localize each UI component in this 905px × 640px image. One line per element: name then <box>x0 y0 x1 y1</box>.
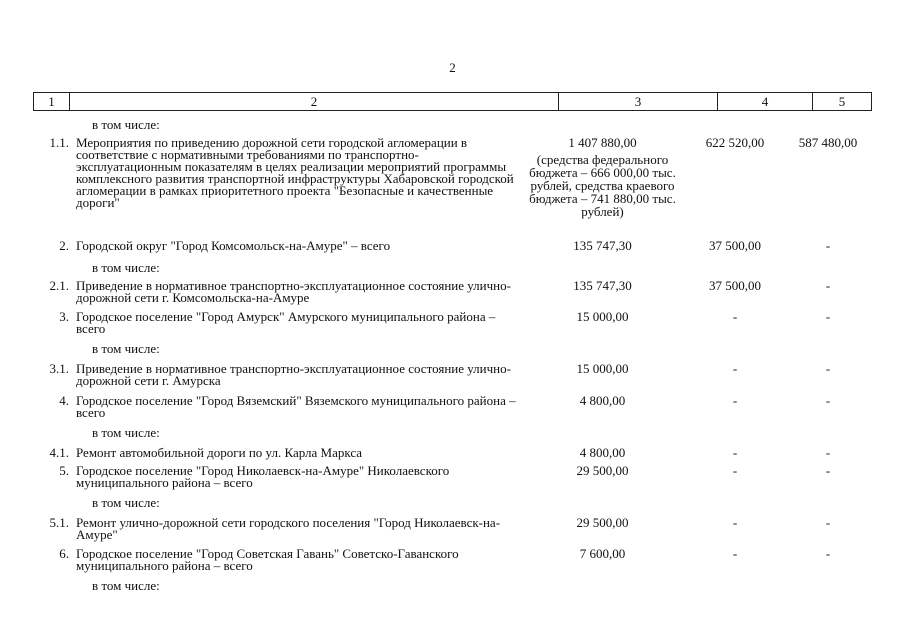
header-col-2: 2 <box>70 93 559 110</box>
row-value-total <box>520 447 685 459</box>
row-value-col5: - <box>825 278 831 293</box>
row-number: 1.1. <box>49 135 69 150</box>
row-value-col5: - <box>825 515 831 530</box>
row-value-col5: - <box>825 238 831 253</box>
row-value-total-amount: 15 000,00 <box>576 309 629 324</box>
row-value-col5: - <box>825 445 831 460</box>
row-value-col4: - <box>732 463 738 478</box>
row-value-total <box>520 363 685 375</box>
row-value-total-amount: 29 500,00 <box>576 515 629 530</box>
header-col-5: 5 <box>838 94 846 109</box>
row-value-total <box>520 548 685 560</box>
row-value-total-amount: 135 747,30 <box>573 278 632 293</box>
row-description: Городское поселение "Город Николаевск-на-Амуре" Николаевского муниципального района – всего <box>76 463 450 490</box>
table-header-row <box>33 92 872 111</box>
row-description: Городской округ "Город Комсомольск-на-Амуре" – всего <box>76 238 391 253</box>
row-description: Приведение в нормативное транспортно-эксплуатационное состояние улично-дорожной сети г. Амурска <box>76 361 511 388</box>
row-value-col4: 37 500,00 <box>709 278 761 293</box>
row-value-total <box>520 280 685 292</box>
row-value-total <box>520 465 685 477</box>
row-number: 2.1. <box>49 278 69 293</box>
row-value-col4: - <box>732 309 738 324</box>
row-number: 3. <box>59 309 69 324</box>
row-number: 5. <box>59 463 69 478</box>
row-value-total-amount: 7 600,00 <box>579 546 626 561</box>
row-value-col4: - <box>732 445 738 460</box>
row-value-total <box>520 240 685 252</box>
row-value-total-amount: 15 000,00 <box>576 361 629 376</box>
row-value-total <box>520 517 685 529</box>
row-description: в том числе: <box>92 578 160 593</box>
row-description: Городское поселение "Город Вяземский" Вяземского муниципального района – всего <box>76 393 516 420</box>
row-description: Приведение в нормативное транспортно-эксплуатационное состояние улично-дорожной сети г. Комсомольска-на-Амуре <box>76 278 511 305</box>
row-value-total-amount: 4 800,00 <box>579 393 626 408</box>
row-value-col4: - <box>732 361 738 376</box>
row-value-col4: 622 520,00 <box>705 135 765 150</box>
row-value-total-amount: 4 800,00 <box>579 445 626 460</box>
row-description: Ремонт улично-дорожной сети городского поселения "Город Николаевск-на-Амуре" <box>76 515 501 542</box>
row-description: в том числе: <box>92 425 160 440</box>
row-value-col4: - <box>732 393 738 408</box>
row-description: в том числе: <box>92 260 160 275</box>
row-number: 5.1. <box>49 515 69 530</box>
row-value-col5: - <box>825 361 831 376</box>
row-description: в том числе: <box>92 495 160 510</box>
row-value-total <box>520 311 685 323</box>
row-number: 6. <box>59 546 69 561</box>
row-value-col5: - <box>825 463 831 478</box>
row-value-col4: - <box>732 515 738 530</box>
row-description: Мероприятия по приведению дорожной сети городской агломерации в соответствие с нормативными требованиями по транспортно-эксплуатационным показателям в целях реализации мероприятий программы комплексного развития транспортной инфраструктуры Хабаровской городской агломерации в рамках приоритетного проекта "Безопасные и качественные дороги" <box>76 135 514 210</box>
row-description: в том числе: <box>92 341 160 356</box>
row-number: 3.1. <box>49 361 69 376</box>
row-description: Городское поселение "Город Советская Гавань" Советско-Гаванского муниципального района – всего <box>76 546 459 573</box>
row-value-funding-note: (средства федерального бюджета – 666 000,00 тыс. рублей, средства краевого бюджета – 741 880,00 тыс. рублей) <box>529 152 676 219</box>
row-value-total-amount: 29 500,00 <box>576 463 629 478</box>
row-value-total-amount: 1 407 880,00 <box>568 135 637 150</box>
header-col-4: 4 <box>718 93 813 110</box>
row-value-total-amount: 135 747,30 <box>573 238 632 253</box>
row-value-col5: 587 480,00 <box>798 135 858 150</box>
header-col-1: 1 <box>34 93 70 110</box>
row-value-col5: - <box>825 393 831 408</box>
row-value-col4: - <box>732 546 738 561</box>
row-value-col5: - <box>825 309 831 324</box>
header-col-3: 3 <box>559 93 718 110</box>
row-value-col4: 37 500,00 <box>709 238 761 253</box>
row-value-total <box>520 137 685 218</box>
row-value-total <box>520 395 685 407</box>
page-number: 2 <box>449 60 456 75</box>
row-description: Городское поселение "Город Амурск" Амурского муниципального района – всего <box>76 309 496 336</box>
row-number: 4. <box>59 393 69 408</box>
row-number: 2. <box>59 238 69 253</box>
row-description: в том числе: <box>92 117 160 132</box>
row-number: 4.1. <box>49 445 69 460</box>
row-value-col5: - <box>825 546 831 561</box>
row-description: Ремонт автомобильной дороги по ул. Карла Маркса <box>76 445 363 460</box>
